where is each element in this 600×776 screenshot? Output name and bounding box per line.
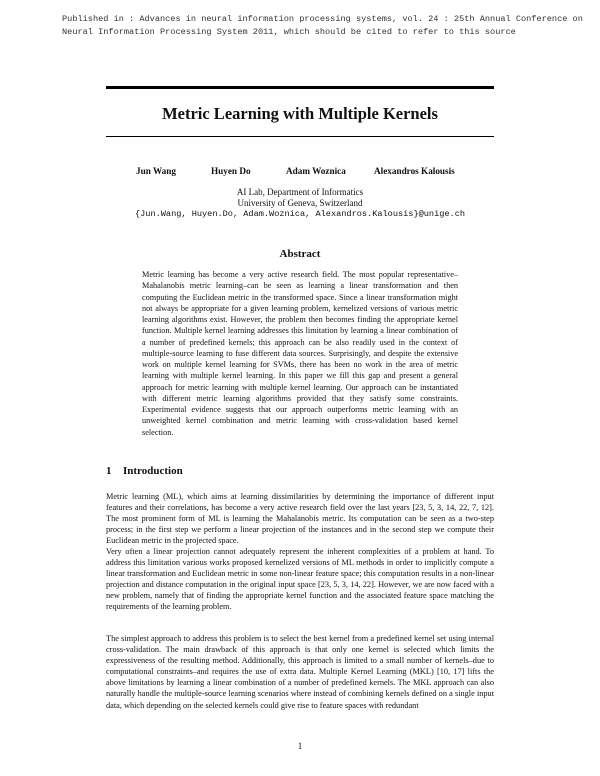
abstract-heading: Abstract bbox=[279, 248, 321, 260]
section-number: 1 bbox=[106, 465, 112, 477]
abstract-text: Metric learning has become a very active research field. The most popular representative–Mahalanobis metric learning–can be seen as learning a linear transformation and then computing the Euclidean metric in the transformed space. Since a linear transformation might not always be appropriate for a given learning problem, kernelized versions of various metric learning algorithms exist. However, the problem then becomes finding the appropriate kernel function. Multiple kernel learning addresses this limitation by learning a linear combination of a number of predefined kernels; this approach can be also readily used in the context of multiple-source learning to fuse different data sources. Surprisingly, and despite the extensive work on multiple kernel learning for SVMs, there has been no work in the area of metric learning with multiple kernel learning. In this paper we fill this gap and present a general approach for metric learning with multiple kernel learning. Our approach can be instantiated with different metric learning algorithms provided that they satisfy some constraints. Experimental evidence suggests that our approach outperforms metric learning with an unweighted kernel combination and metric learning with cross-validation based kernel selection. bbox=[142, 270, 458, 437]
paper-title: Metric Learning with Multiple Kernels bbox=[162, 104, 438, 123]
author-list bbox=[0, 166, 600, 180]
author-emails: {Jun.Wang, Huyen.Do, Adam.Woznica, Alexandros.Kalousis}@unige.ch bbox=[134, 209, 466, 219]
author-name: Alexandros Kalousis bbox=[374, 166, 455, 176]
page-number: 1 bbox=[297, 741, 303, 751]
author-name: Huyen Do bbox=[211, 166, 251, 176]
affiliation-lab: AI Lab, Department of Informatics bbox=[236, 187, 364, 197]
title-bottom-rule bbox=[106, 136, 494, 137]
author-name: Jun Wang bbox=[136, 166, 176, 176]
section-title: Introduction bbox=[123, 465, 183, 477]
body-paragraph: Metric learning (ML), which aims at learning dissimilarities by determining the importance of different input features and their correlations, has become a very active research field over the last years [23, 5, 3, 14, 22, 7, 12]. The most prominent form of ML is learning the Mahalanobis metric. Its computation can be seen as a two-step process; in the first step we perform a linear projection of the instances and in the second step we compute their Euclidean metric in the projected space. bbox=[106, 492, 494, 546]
publication-note-line-1: Published in : Advances in neural information processing systems, vol. 24 : 25th Annual Conference on bbox=[62, 14, 583, 24]
body-paragraph: The simplest approach to address this problem is to select the best kernel from a predefined kernel set using internal cross-validation. The main drawback of this approach is that only one kernel is selected which limits the expressiveness of the resulting method. Additionally, this approach is limited to a small number of kernels–due to computational constraints–and requires the use of extra data. Multiple Kernel Learning (MKL) [10, 17] lifts the above limitations by learning a linear combination of a number of predefined kernels. The MKL approach can also naturally handle the multiple-source learning scenarios where instead of combining kernels defined on a single input data, which depending on the selected kernels could give rise to feature spaces with redundant bbox=[106, 634, 494, 710]
body-paragraph: Very often a linear projection cannot adequately represent the inherent complexities of a problem at hand. To address this limitation various works proposed kernelized versions of ML methods in order to implicitly compute a linear transformation and Euclidean metric in some non-linear feature space; this computation results in a non-linear projection and distance computation in the original input space [23, 5, 3, 14, 22]. However, we are now faced with a new problem, namely that of finding the appropriate kernel function and the associated feature space matching the requirements of the learning problem. bbox=[106, 547, 494, 612]
publication-note-line-2: Neural Information Processing System 2011, which should be cited to refer to this source bbox=[62, 27, 516, 37]
author-name: Adam Woznica bbox=[286, 166, 346, 176]
title-top-rule bbox=[106, 86, 494, 89]
affiliation-university: University of Geneva, Switzerland bbox=[237, 198, 363, 208]
publication-note bbox=[62, 13, 600, 39]
section-heading bbox=[106, 465, 183, 477]
